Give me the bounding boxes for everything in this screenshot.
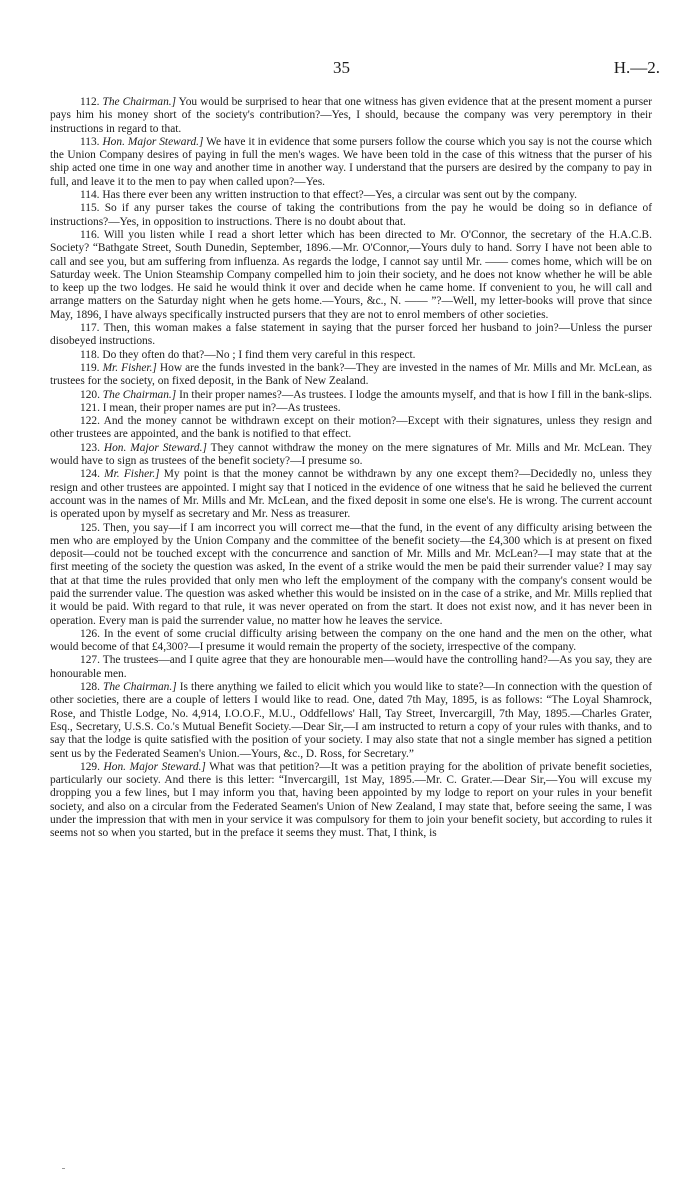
paragraph-129: 129. Hon. Major Steward.] What was that petition?—It was a petition praying for the abolition of private benefit societies, particularly our society. And there is this letter: “Invercargill, 1st May, 1895.—Mr. C. Grater.—Dear Sir,—You will excuse my dropping you a few lines, but I may inform you that, having been appointed by my lodge to report on your rules in your benefit society, and also on a circular from the Federated Seamen's Union of New Zealand, I may state that, before seeing the same, I was under the impression that with men in your service it was compulsory for them to join your benefit society, but according to rules it seems not so when you started, but in the preface it seems they must. That, I think, is xyxy=(50,760,652,840)
page-number: 35 xyxy=(333,58,350,77)
paragraph-125: 125. Then, you say—if I am incorrect you will correct me—that the fund, in the event of any difficulty arising between the men who are employed by the Union Company and the committee of the benefit society—the £4,300 which is at present on fixed deposit—could not be touched except with the concurrence and sanction of Mr. Mills and Mr. McLean?—I may state that at the first meeting of the society the question was asked, In the event of a strike would the men be paid their surrender value? I may say that at that time the rules provided that only men who left the employment of the company with the company's consent would be paid the surrender value. The question was asked whether this would be insisted on in the case of a strike, and Mr. Mills replied that it would be paid. With regard to that rule, it was never operated on from the start. It does not exist now, and it has never been in operation. Every man is paid the surrender value, no matter how he leaves the service. xyxy=(50,521,652,627)
paragraph-119: 119. Mr. Fisher.] How are the funds invested in the bank?—They are invested in the names of Mr. Mills and Mr. McLean, as trustees for the society, on fixed deposit, in the Bank of New Zealand. xyxy=(50,361,652,388)
paragraph-114: 114. Has there ever been any written instruction to that effect?—Yes, a circular was sent out by the company. xyxy=(80,189,577,202)
paragraph-124: 124. Mr. Fisher.] My point is that the money cannot be withdrawn by any one except them?—Decidedly no, unless they resign and other trustees are appointed. I might say that I noticed in the evidence of one witness that he said he believed the current account was in the names of Mr. Mills and Mr. McLean, and the fixed deposit in some one else's. He is wrong. The current account is operated upon by myself as secretary and Mr. Ness as treasurer. xyxy=(50,468,653,521)
paragraph-120: 120. The Chairman.] In their proper names?—As trustees. I lodge the amounts myself, and that is how I fill in the bank-slips. xyxy=(80,388,652,401)
paragraph-127: 127. The trustees—and I quite agree that they are honourable men—would have the controlling hand?—As you say, they are honourable men. xyxy=(50,654,652,680)
scan-speck xyxy=(62,1168,65,1169)
paragraph-118: 118. Do they often do that?—No ; I find them very careful in this respect. xyxy=(80,348,416,361)
paragraph-128: 128. The Chairman.] Is there anything we failed to elicit which you would like to state?—In connection with the question of other societies, there are a couple of letters I would like to read. One, dated 7th May, 1895, is as follows: “The Loyal Shamrock, Rose, and Thistle Lodge, No. 4,914, I.O.O.F., M.U., Oddfellows' Hall, Tay Street, Invercargill, 7th May, 1895.—Charles Grater, Esq., Secretary, U.S.S. Co.'s Mutual Benefit Society.—Dear Sir,—I am instructed to return a copy of your rules with thanks, and to say that the lodge is quite satisfied with the position of your society. I may also state that not a single member has signed a petition sent us by the Federated Seamen's Union.—Yours, &c., D. Ross, for Secretary.” xyxy=(50,681,652,760)
paragraph-115: 115. So if any purser takes the course of taking the contributions from the pay he would be doing so in defiance of instructions?—Yes, in opposition to instructions. There is no doubt about that. xyxy=(50,202,652,228)
paragraph-113: 113. Hon. Major Steward.] We have it in evidence that some pursers follow the course which you say is not the course which the Union Company desires of paying in full the men's wages. We have been told in the case of this witness that the purser of his ship acted one time in one way and another time in another way. I understand that the pursers are desired by the company to pay in full, and leave it to the men to pay when called upon?—Yes. xyxy=(50,135,652,188)
paragraph-116: 116. Will you listen while I read a short letter which has been directed to Mr. O'Connor, the secretary of the H.A.C.B. Society? “Bathgate Street, South Dunedin, September, 1896.—Mr. O'Connor,—Yours duly to hand. Sorry I have not been able to call and see you, but am suffering from influenza. As regards the lodge, I cannot say until Mr. —— comes home, which will be on Saturday week. The Union Steamship Company compelled him to join their society, and he does not know whether he will be able to keep up the two lodges. He said he would think it over and decide when he came home. If convenient to you, he will call and arrange matters on the Saturday night when he gets home.—Yours, &c., N. —— ”?—Well, my letter-books will prove that since May, 1896, I have always specifically instructed pursers that they are not to enrol members of other societies. xyxy=(50,228,652,321)
paragraph-126: 126. In the event of some crucial difficulty arising between the company on the one hand and the men on the other, what would become of that £4,300?—I presume it would remain the property of the society, irrespective of the company. xyxy=(50,627,652,654)
paragraph-122: 122. And the money cannot be withdrawn except on their motion?—Except with their signatures, unless they resign and other trustees are appointed, and the bank is notified to that effect. xyxy=(50,415,652,441)
paragraph-112: 112. The Chairman.] You would be surprised to hear that one witness has given evidence that at the present moment a purser pays him his money short of the society's contribution?—Yes, I should, because the company was very peremptory in their instructions in regard to that. xyxy=(50,96,652,135)
testimony-body xyxy=(50,96,652,841)
page-header xyxy=(0,58,700,82)
paragraph-121: 121. I mean, their proper names are put in?—As trustees. xyxy=(80,401,341,414)
document-reference: H.—2. xyxy=(613,58,660,77)
paragraph-117: 117. Then, this woman makes a false statement in saying that the purser forced her husband to join?—Unless the purser disobeyed instructions. xyxy=(50,322,652,348)
paragraph-123: 123. Hon. Major Steward.] They cannot withdraw the money on the mere signatures of Mr. Mills and Mr. McLean. They would have to sign as trustees of the benefit society?—I presume so. xyxy=(50,441,652,468)
